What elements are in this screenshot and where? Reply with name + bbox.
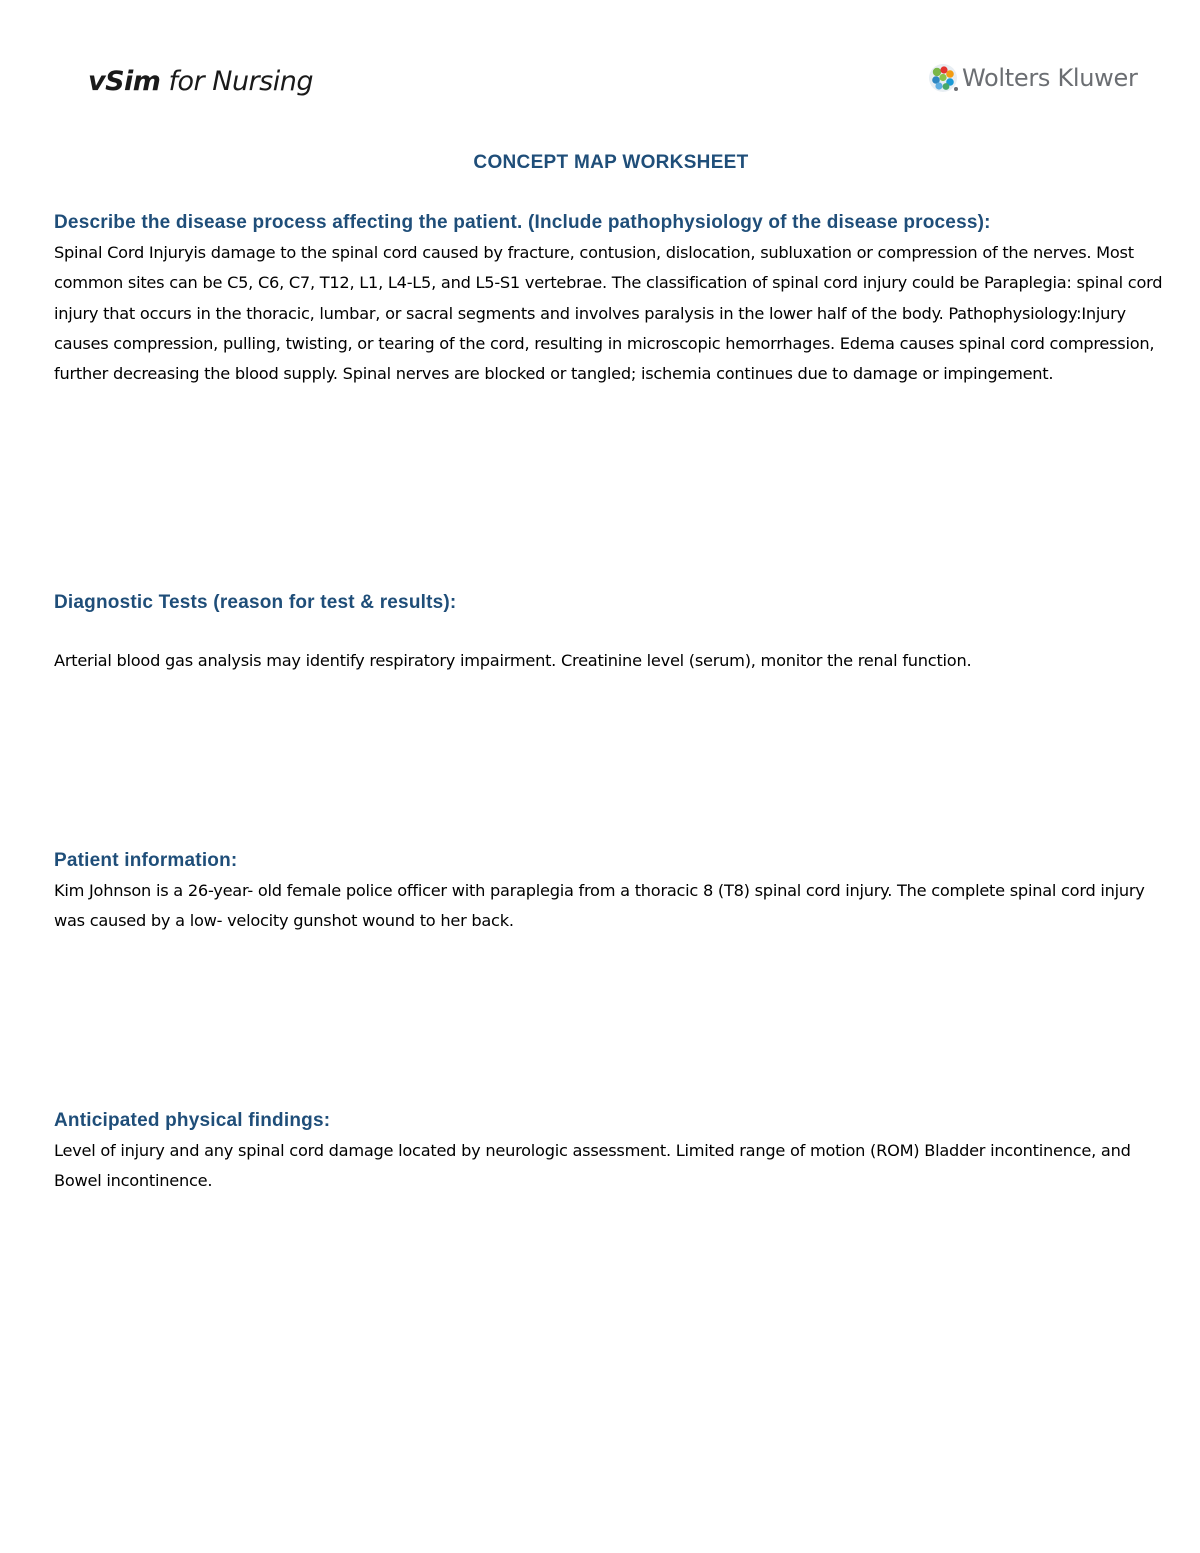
logo-sim: Sim [105,66,161,97]
wolters-kluwer-text: Wolters Kluwer [962,64,1138,92]
disease-process-text: Spinal Cord Injuryis damage to the spinal cord caused by fracture, contusion, dislocation, subluxation or compression of the nerves. Most common sites can be C5, C6, C7, T12, L1, L4-L5, and L5-S1 vertebrae. The classification of spinal cord injury could be Paraplegia: spinal cord injury that occurs in the thoracic, lumbar, or sacral segments and involves paralysis in the lower half of the body. Pathophysiology:Injury causes compression, pulling, twisting, or tearing of the cord, resulting in microscopic hemorrhages. Edema causes spinal cord compression, further decreasing the blood supply. Spinal nerves are blocked or tangled; ischemia continues due to damage or impingement. [54,243,1163,384]
logo-v: v [88,66,106,97]
patient-information-heading: Patient information: [54,850,238,871]
physical-findings-section [54,1106,1174,1197]
diagnostic-tests-section [54,588,1174,676]
logo-for-nursing: for Nursing [160,66,313,97]
wolters-kluwer-logo [928,60,1138,96]
vsim-for-nursing-logo [88,64,313,100]
patient-information-section [54,846,1174,937]
page-title: CONCEPT MAP WORKSHEET [473,152,749,173]
diagnostic-tests-text: Arterial blood gas analysis may identify respiratory impairment. Creatinine level (serum), monitor the renal function. [54,651,972,670]
physical-findings-text: Level of injury and any spinal cord damage located by neurologic assessment. Limited range of motion (ROM) Bladder incontinence, and Bowel incontinence. [54,1141,1131,1191]
disease-process-section [54,208,1174,389]
physical-findings-heading: Anticipated physical findings: [54,1110,331,1131]
disease-process-heading: Describe the disease process affecting the patient. (Include pathophysiology of the disease process): [54,212,991,233]
patient-information-text: Kim Johnson is a 26-year- old female police officer with paraplegia from a thoracic 8 (T8) spinal cord injury. The complete spinal cord injury was caused by a low- velocity gunshot wound to her back. [54,881,1145,931]
diagnostic-tests-heading: Diagnostic Tests (reason for test & results): [54,592,457,613]
wolters-kluwer-logo-icon [928,63,958,93]
